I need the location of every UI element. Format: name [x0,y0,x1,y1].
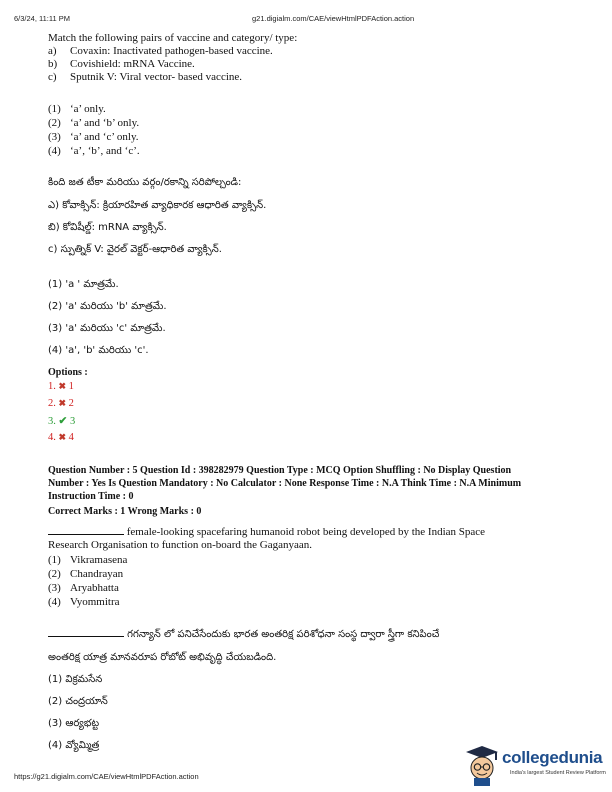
collegedunia-logo: collegedunia India's largest Student Review Platform [462,742,612,786]
pair-item: a) Covaxin: Inactivated pathogen-based vaccine. [48,45,273,57]
question-meta: Instruction Time : 0 [48,491,134,502]
pair-item: c) Sputnik V: Viral vector- based vaccine. [48,71,243,83]
question-meta: Question Number : 5 Question Id : 398282979 Question Type : MCQ Option Shuffling : No Display Question [48,465,512,476]
telugu-choice: (4) 'a', 'b' మరియు 'c'. [48,345,149,356]
answer-blank [48,525,124,535]
telugu-choice: (2) చంద్రయాన్ [48,696,108,707]
graduate-mascot-icon [462,742,506,786]
choice-item: (2) ‘a’ and ‘b’ only. [48,117,140,129]
telugu-choice: (2) 'a' మరియు 'b' మాత్రమే. [48,301,167,312]
choice-item: (1) Vikramasena [48,554,128,566]
footer-url: https://g21.digialm.com/CAE/viewHtmlPDFAction.action [14,772,199,781]
cross-icon: ✖ [58,381,67,391]
option-row: 1. ✖ 1 [48,381,74,392]
marks-line: Correct Marks : 1 Wrong Marks : 0 [48,506,202,517]
telugu-pair: c) స్పుత్నిక్ V: వైరల్ వెక్టర్-ఆధారిత వ్యాక్సిన్. [48,244,222,255]
choice-item: (1) ‘a’ only. [48,103,106,115]
telugu-choice: (3) 'a' మరియు 'c' మాత్రమే. [48,323,166,334]
option-row: 2. ✖ 2 [48,398,74,409]
question-stem: female-looking spacefaring humanoid robot being developed by the Indian Space [48,525,485,539]
telugu-pair: ఎ) కోవాక్సిన్: క్రియారహిత వ్యాధికారక ఆధారిత వ్యాక్సిన్. [48,200,267,211]
telugu-choice: (1) విక్రమసేన [48,674,103,685]
telugu-stem: కింది జత టీకా మరియు వర్గం/రకాన్ని సరిపోల్చండి: [48,177,242,188]
pair-item: b) Covishield: mRNA Vaccine. [48,58,195,70]
check-icon: ✔ [58,416,68,427]
choice-item: (4) ‘a’, ‘b’, and ‘c’. [48,145,140,157]
telugu-pair: బి) కోవిషీల్డ్: mRNA వ్యాక్సిన్. [48,222,167,233]
choice-item: (3) ‘a’ and ‘c’ only. [48,131,139,143]
options-title: Options : [48,367,88,378]
choice-item: (3) Aryabhatta [48,582,119,594]
print-url: g21.digialm.com/CAE/viewHtmlPDFAction.action [252,14,415,23]
choice-item: (2) Chandrayan [48,568,124,580]
telugu-choice: (4) వ్యోమ్మిత్ర [48,740,100,751]
answer-blank [48,627,124,637]
option-row: 4. ✖ 4 [48,432,74,443]
print-datetime: 6/3/24, 11:11 PM [14,14,71,23]
question-meta: Number : Yes Is Question Mandatory : No Calculator : None Response Time : N.A Think Time : N.A Minimum [48,478,522,489]
question-stem-cont: Research Organisation to function on-board the Gaganyaan. [48,539,313,551]
question-stem: Match the following pairs of vaccine and category/ type: [48,32,298,44]
cross-icon: ✖ [58,398,67,408]
cross-icon: ✖ [58,432,67,442]
telugu-stem-cont: అంతరిక్ష యాత్ర మానవరూప రోబోట్ అభివృద్ధి చేయబడింది. [48,652,277,663]
choice-item: (4) Vyommitra [48,596,120,608]
telugu-stem: గగన్యాన్ లో పనిచేసేందుకు భారత అంతరిక్ష పరిశోధనా సంస్థ ద్వారా స్త్రీగా కనిపించే [48,627,439,641]
telugu-choice: (3) ఆర్యభట్ట [48,718,100,729]
telugu-choice: (1) 'a ' మాత్రమే. [48,279,119,290]
option-row: 3. ✔ 3 [48,416,76,427]
